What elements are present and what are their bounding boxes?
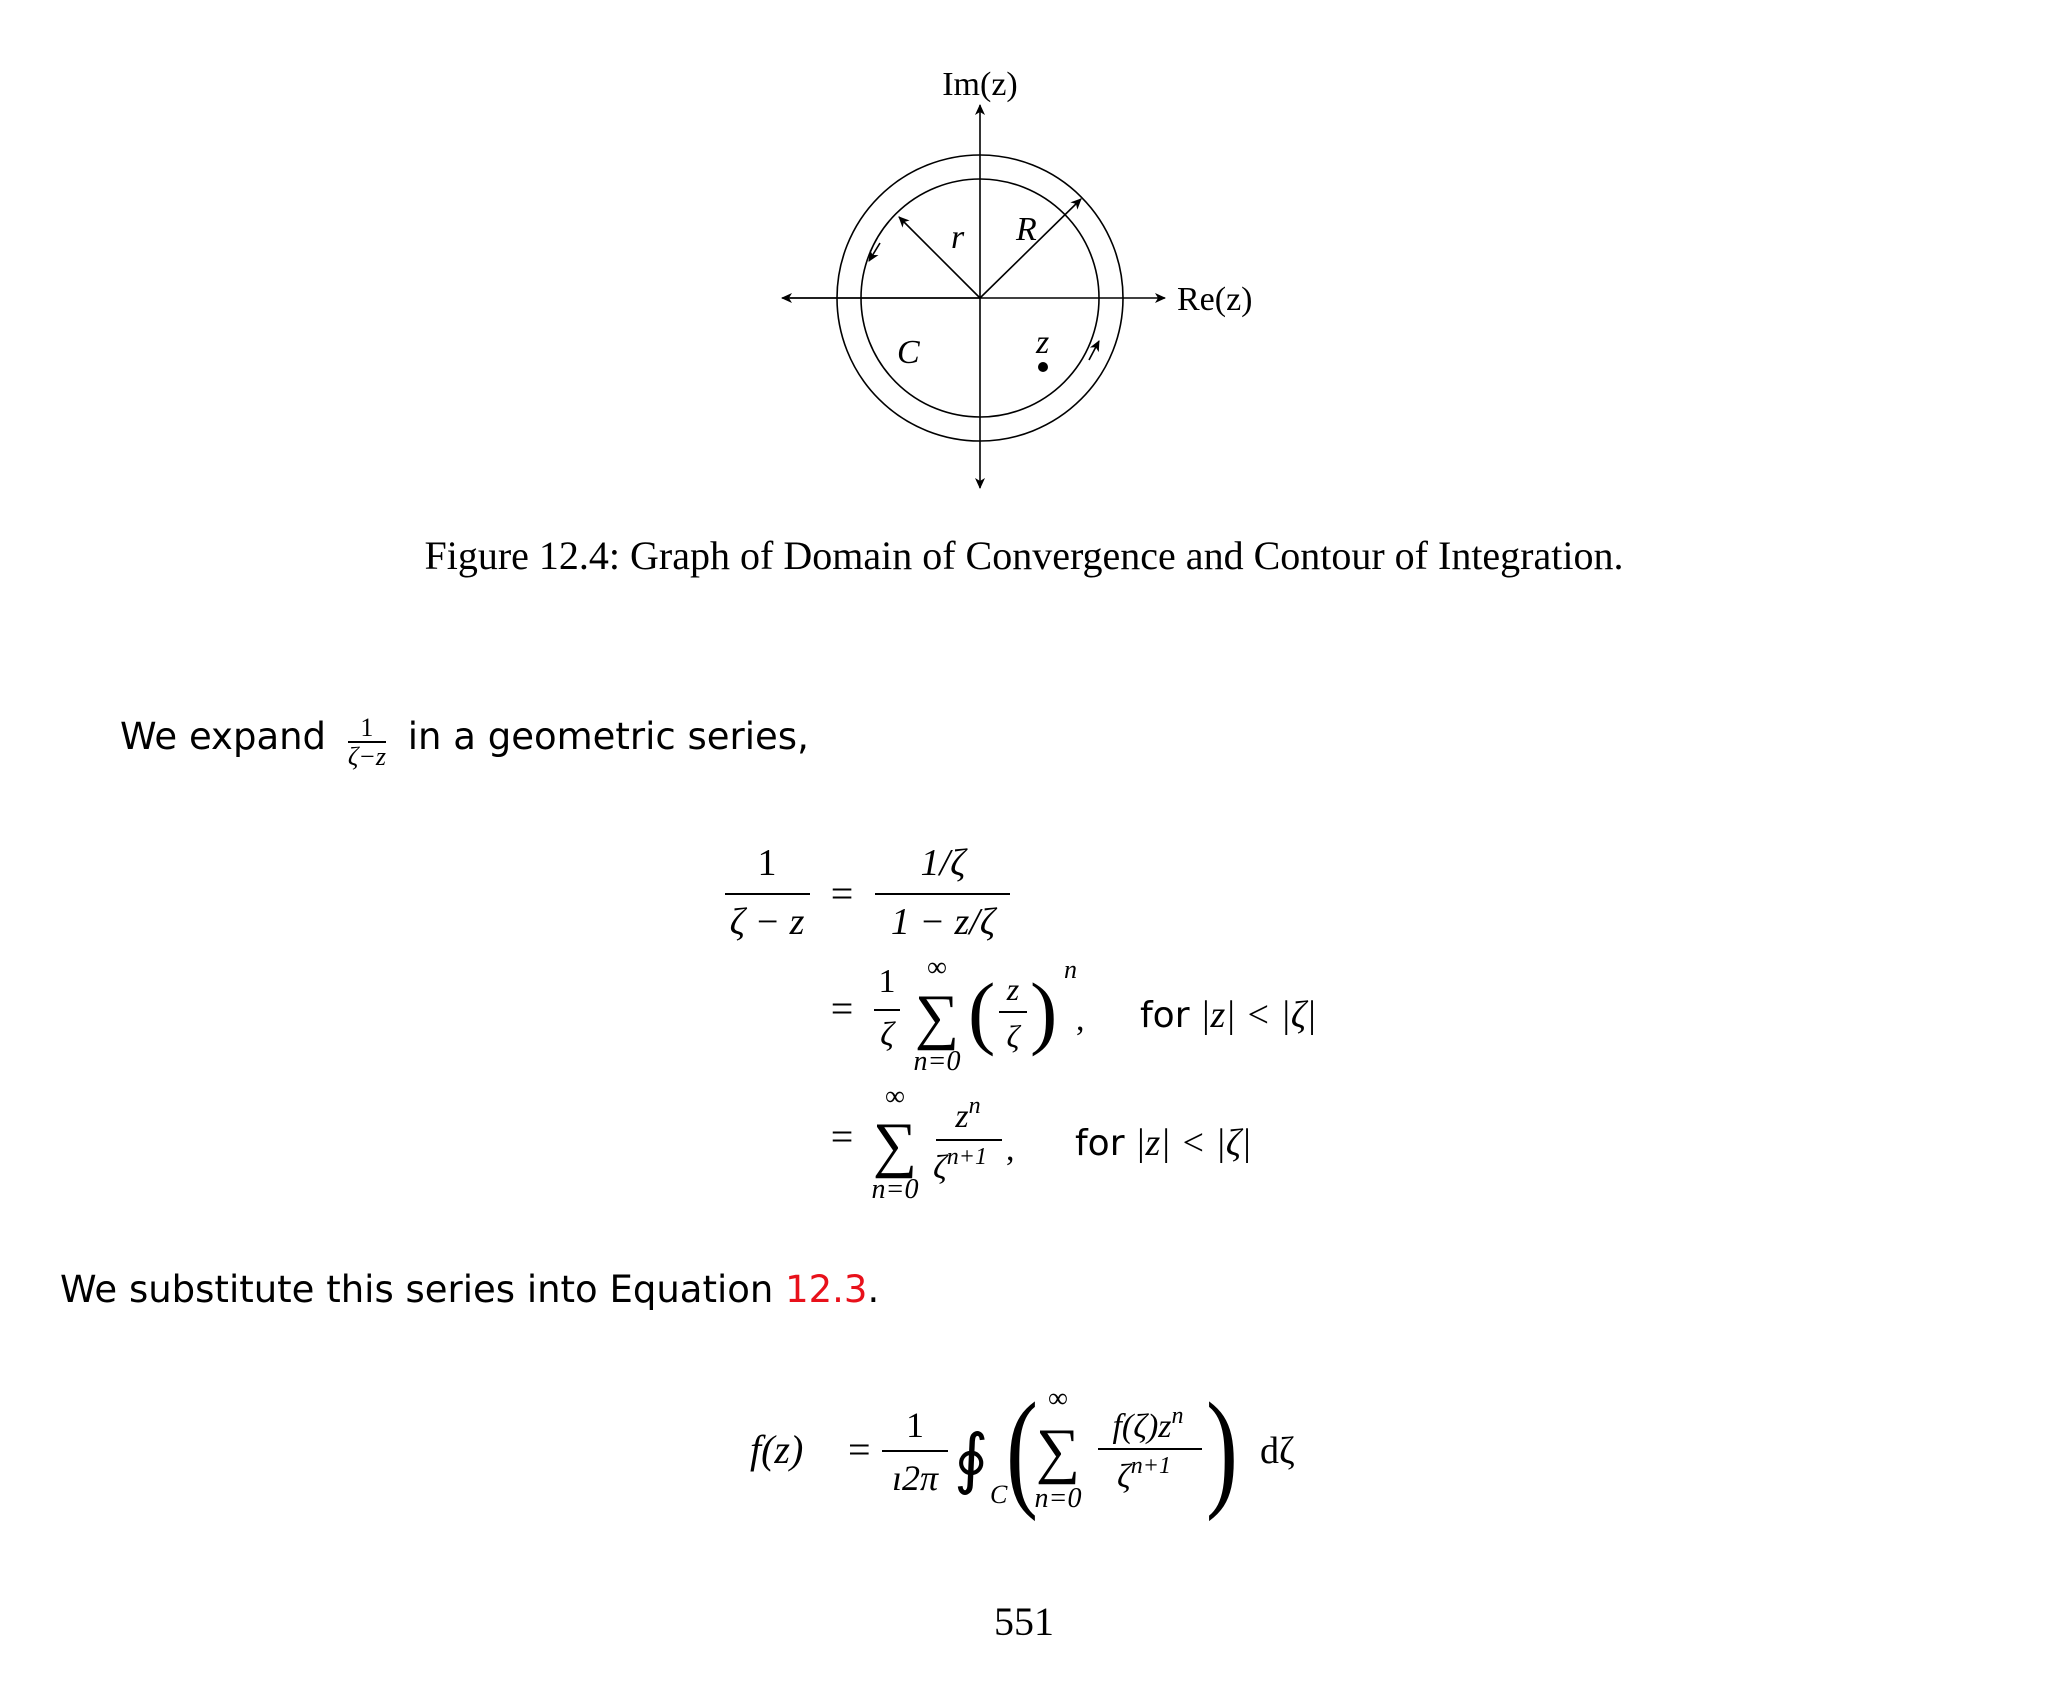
term-denominator-base: ζ bbox=[933, 1149, 947, 1186]
substituted-integral-equation bbox=[740, 1385, 1360, 1525]
power-n: n bbox=[1064, 955, 1077, 984]
integrand-denominator-base: ζ bbox=[1117, 1458, 1131, 1495]
term-numerator-base: z bbox=[955, 1098, 969, 1135]
contour-integral-symbol: ∮ bbox=[954, 1423, 989, 1496]
term-numerator-exponent: n bbox=[968, 1093, 981, 1119]
equation-reference-link[interactable]: 12.3 bbox=[785, 1268, 868, 1311]
substitute-paragraph bbox=[60, 1268, 879, 1311]
im-axis-label: Im(z) bbox=[942, 66, 1018, 103]
equals-1: = bbox=[830, 871, 854, 916]
rhs-numerator: 1/ζ bbox=[920, 842, 966, 884]
rhs-denominator: 1 − z/ζ bbox=[890, 901, 996, 943]
integrand-denominator-exponent: n+1 bbox=[1130, 1453, 1171, 1479]
integral-subscript: C bbox=[990, 1480, 1008, 1509]
inline-fraction-denominator: ζ−z bbox=[347, 742, 387, 772]
inner-radius-line bbox=[899, 217, 980, 298]
figure-caption: Figure 12.4: Graph of Domain of Convergence and Contour of Integration. bbox=[424, 533, 1624, 578]
inline-fraction bbox=[348, 714, 386, 771]
inner-denominator: ζ bbox=[1006, 1018, 1020, 1054]
convergence-domain-figure bbox=[770, 55, 1310, 515]
intro-paragraph bbox=[120, 710, 809, 772]
lhs-f-of-z: f(z) bbox=[750, 1427, 804, 1472]
comma-2: , bbox=[1076, 1001, 1085, 1038]
point-z-dot bbox=[1038, 362, 1048, 372]
geometric-series-equation bbox=[700, 830, 1400, 1230]
left-paren: ( bbox=[968, 966, 996, 1057]
coef-numerator-2: 1 bbox=[906, 1405, 924, 1445]
point-z-label: z bbox=[1036, 324, 1050, 361]
term-denominator-exponent: n+1 bbox=[946, 1144, 987, 1170]
equals-2: = bbox=[830, 986, 854, 1031]
sum-symbol-4: ∑ bbox=[1035, 1417, 1081, 1485]
condition-math-3: |z| < |ζ| bbox=[1135, 1122, 1252, 1164]
inline-fraction-numerator: 1 bbox=[348, 714, 386, 743]
equation-line-1 bbox=[725, 842, 1010, 943]
lhs-numerator: 1 bbox=[757, 842, 777, 884]
sum-upper-limit-4: ∞ bbox=[1048, 1385, 1068, 1414]
intro-text-after: in a geometric series, bbox=[407, 714, 809, 758]
coef-denominator-2: ı2π bbox=[891, 1458, 939, 1498]
integrand-numerator-base: f(ζ)z bbox=[1112, 1408, 1172, 1445]
re-axis-label: Re(z) bbox=[1177, 281, 1253, 318]
sum-lower-limit-3: n=0 bbox=[871, 1174, 919, 1205]
lhs-denominator: ζ − z bbox=[729, 901, 805, 943]
substitute-text: We substitute this series into Equation bbox=[60, 1268, 774, 1311]
outer-radius-label: R bbox=[1016, 211, 1037, 248]
page-number: 551 bbox=[994, 1599, 1054, 1644]
right-paren: ) bbox=[1030, 966, 1058, 1057]
inner-numerator: z bbox=[1006, 971, 1020, 1007]
big-left-paren: ( bbox=[1006, 1385, 1038, 1522]
sum-lower-limit-4: n=0 bbox=[1034, 1483, 1082, 1514]
integrand-denominator bbox=[1117, 1453, 1171, 1495]
sum-lower-limit: n=0 bbox=[913, 1046, 961, 1077]
intro-text-before: We expand bbox=[120, 714, 327, 758]
equation-line-2 bbox=[831, 952, 1317, 1077]
sum-symbol-3: ∑ bbox=[872, 1111, 918, 1179]
condition-math-2: |z| < |ζ| bbox=[1200, 994, 1317, 1036]
term-denominator bbox=[933, 1144, 987, 1186]
big-right-paren: ) bbox=[1206, 1385, 1238, 1522]
term-numerator bbox=[954, 1093, 980, 1135]
coef-numerator: 1 bbox=[878, 963, 896, 1000]
differential-d-zeta: dζ bbox=[1260, 1430, 1295, 1472]
substitute-period: . bbox=[867, 1268, 880, 1311]
equals: = bbox=[848, 1427, 871, 1472]
contour-label: C bbox=[897, 334, 920, 371]
integrand-numerator bbox=[1112, 1403, 1183, 1445]
coef-denominator: ζ bbox=[880, 1016, 894, 1053]
condition-word-2: for bbox=[1140, 995, 1190, 1036]
equation-line-3 bbox=[831, 1081, 1252, 1205]
sum-symbol: ∑ bbox=[914, 983, 960, 1051]
sum-upper-limit-3: ∞ bbox=[885, 1081, 905, 1112]
integrand-numerator-exponent: n bbox=[1171, 1403, 1184, 1429]
sum-upper-limit: ∞ bbox=[927, 952, 947, 983]
comma-3: , bbox=[1006, 1131, 1015, 1168]
condition-word-3: for bbox=[1075, 1123, 1125, 1164]
equals-3: = bbox=[830, 1114, 854, 1159]
inner-radius-label: r bbox=[951, 219, 965, 256]
